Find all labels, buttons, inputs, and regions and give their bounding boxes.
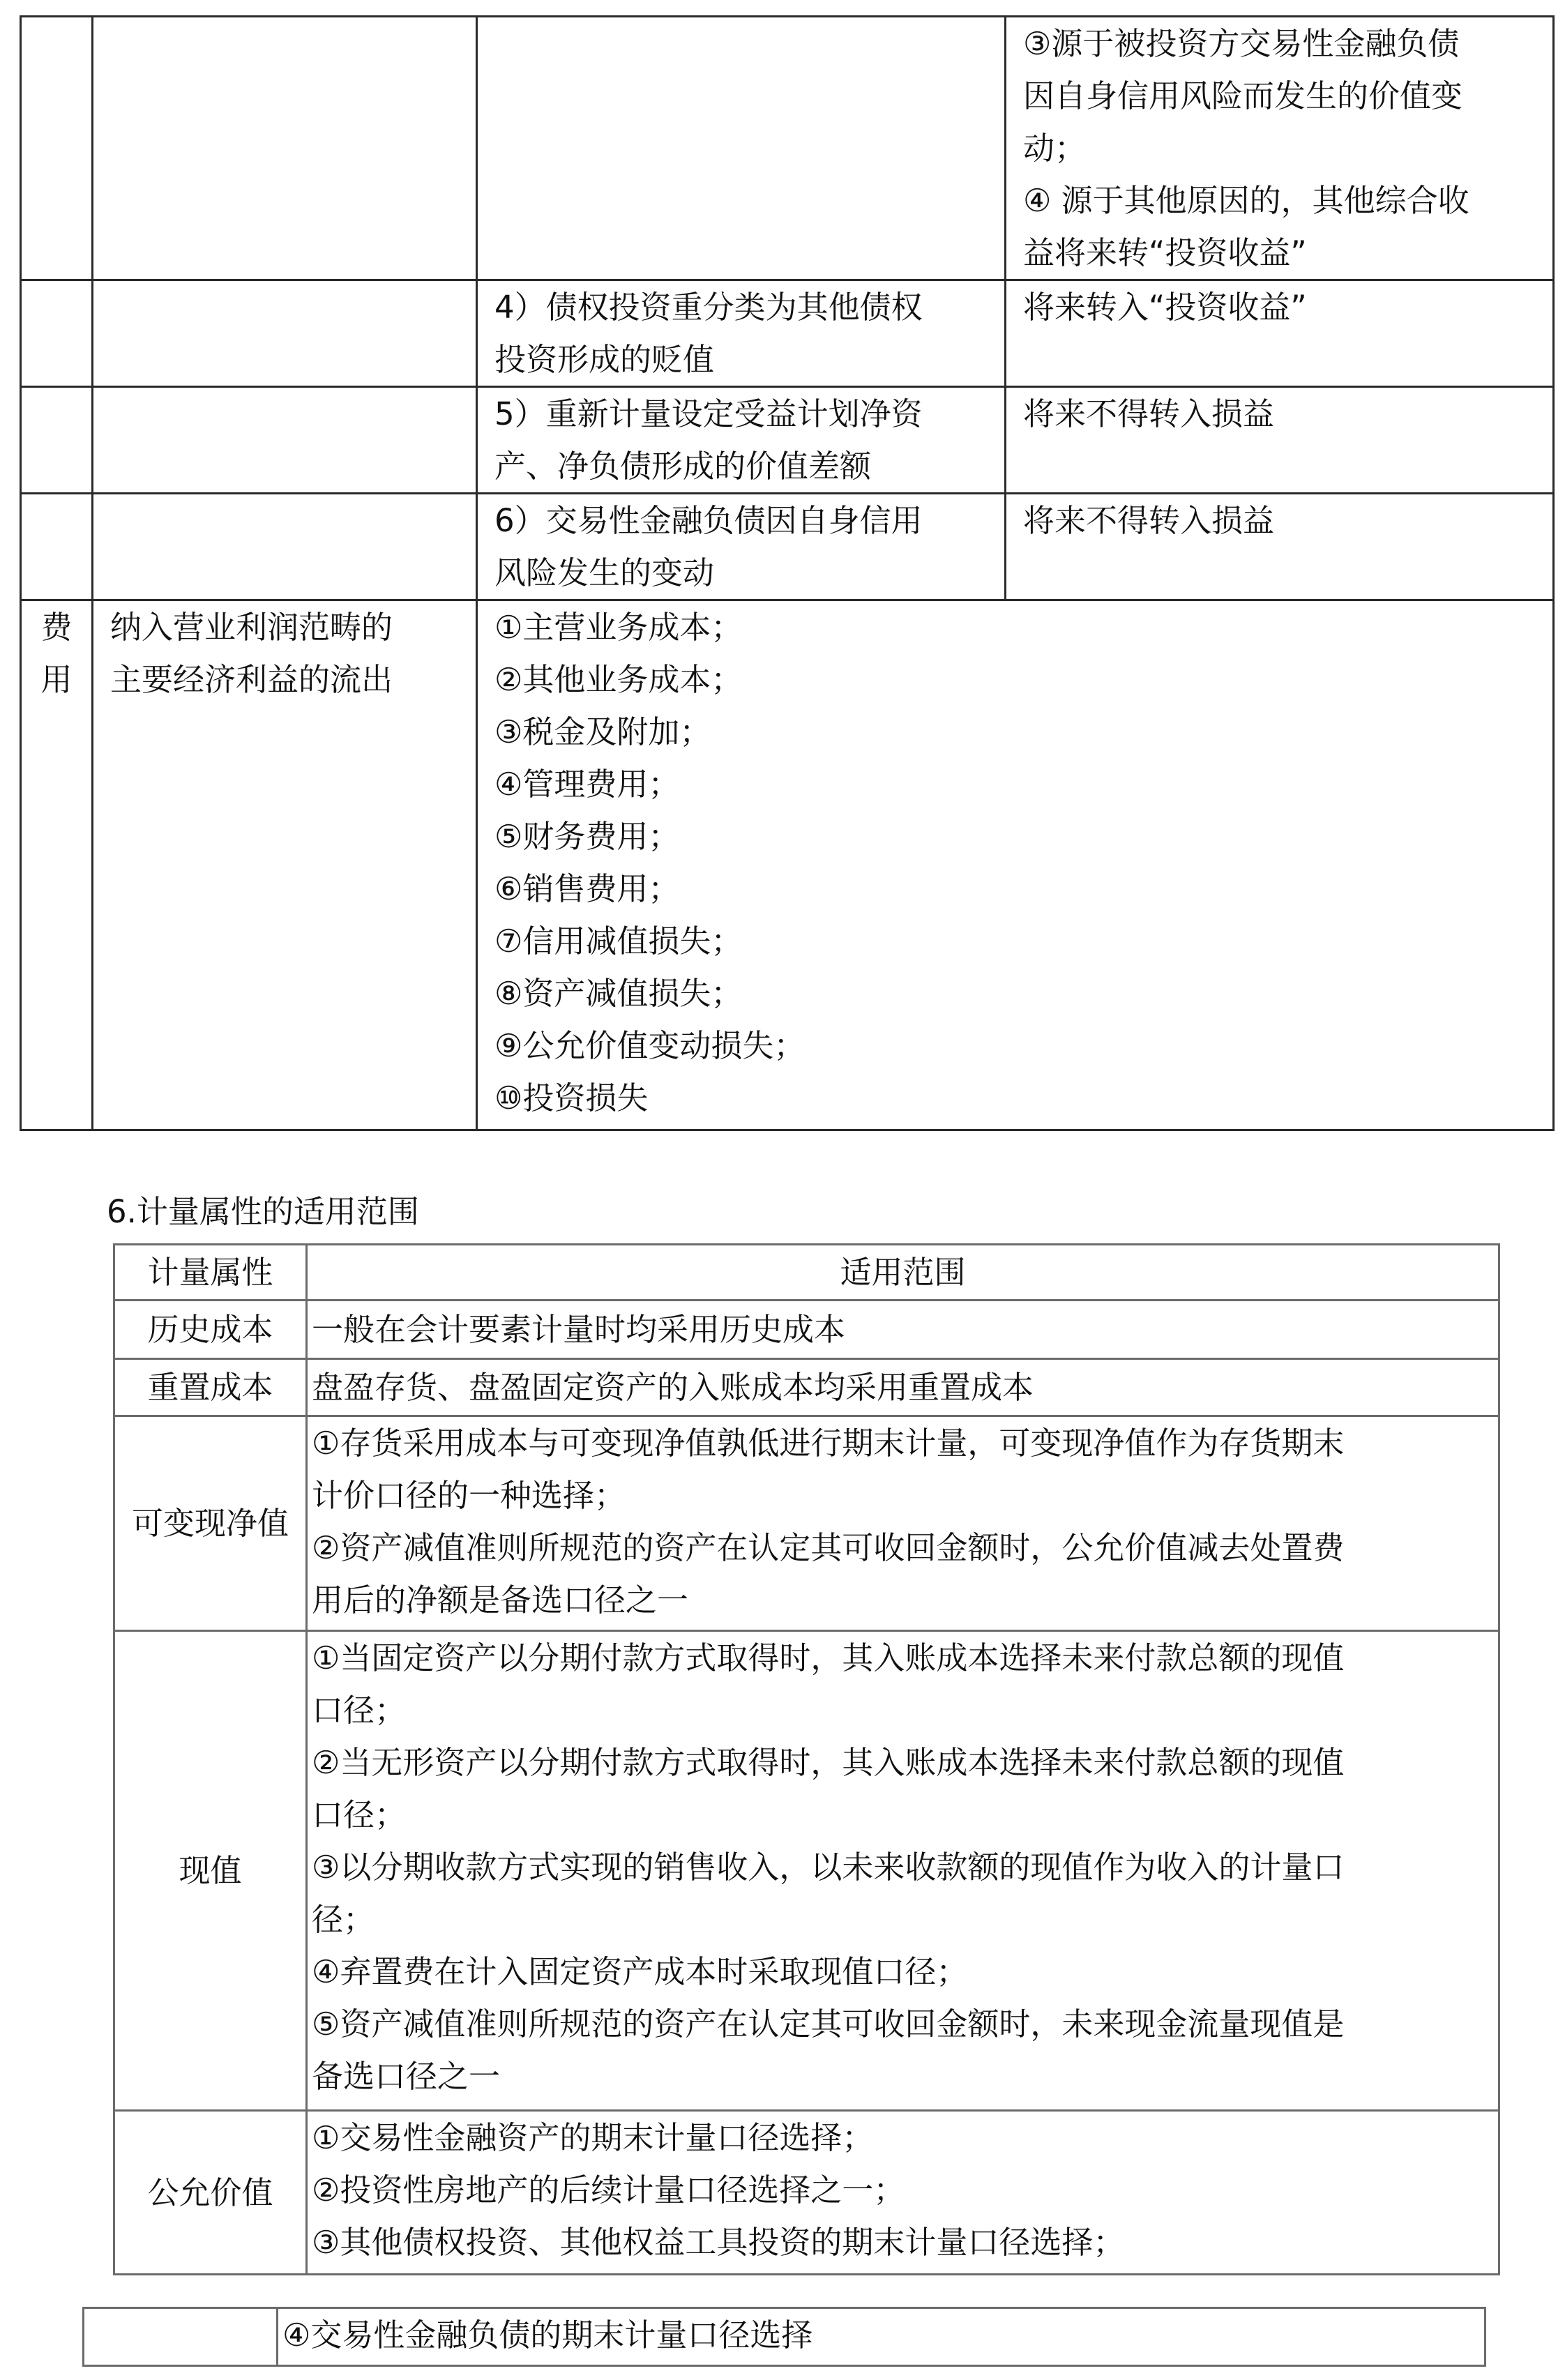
- list-item: ⑩投资损失: [494, 1079, 649, 1116]
- column-header: 适用范围: [307, 1245, 1499, 1301]
- table-header-row: [114, 1245, 1499, 1301]
- list-item: ③税金及附加；: [494, 713, 711, 750]
- section-heading: 6.计量属性的适用范围: [107, 1193, 419, 1230]
- cell-text: 益将来转“投资收益”: [1023, 234, 1307, 271]
- table-cell: [21, 17, 93, 280]
- cell-text: ④弃置费在计入固定资产成本时采取现值口径；: [312, 1953, 968, 1990]
- table-cell: [1006, 17, 1554, 280]
- scope-cell: [307, 1631, 1499, 2111]
- measurement-attributes-table: [113, 1243, 1500, 2275]
- table-row: [84, 2308, 1485, 2366]
- list-item: ⑥销售费用；: [494, 870, 680, 907]
- list-item: ⑤财务费用；: [494, 818, 680, 855]
- cell-text: 因自身信用风险而发生的价值变: [1023, 77, 1463, 114]
- expense-items-cell: [477, 600, 1554, 1130]
- expense-label: 费: [40, 609, 73, 646]
- expense-label-cell: [21, 600, 93, 1130]
- cell-text: 一般在会计要素计量时均采用历史成本: [312, 1311, 846, 1348]
- cell-text: 风险发生的变动: [494, 554, 715, 591]
- cell-text: ③以分期收款方式实现的销售收入，以未来收款额的现值作为收入的计量口: [312, 1849, 1345, 1886]
- attribute-cell: 现值: [114, 1631, 307, 2111]
- table-cell: [1006, 280, 1554, 387]
- table-cell: [21, 387, 93, 494]
- cell-text: ⑤资产减值准则所规范的资产在认定其可收回金额时，未来现金流量现值是: [312, 2006, 1345, 2042]
- table-cell: [93, 387, 477, 494]
- table-cell: [477, 494, 1006, 600]
- cell-text: 主要经济利益的流出: [110, 661, 393, 698]
- list-item: ②其他业务成本；: [494, 661, 743, 698]
- cell-text: 4）债权投资重分类为其他债权: [494, 289, 923, 326]
- table-cell: [21, 494, 93, 600]
- cell-text: ③源于被投资方交易性金融负债: [1023, 25, 1460, 62]
- cell-text: 6）交易性金融负债因自身信用: [494, 502, 923, 539]
- cell-text: 将来不得转入损益: [1023, 395, 1275, 432]
- table-cell: [477, 280, 1006, 387]
- table-row: [21, 494, 1554, 600]
- table-cell: [477, 387, 1006, 494]
- table-row: [21, 387, 1554, 494]
- cell-text: ①交易性金融资产的期末计量口径选择；: [312, 2119, 874, 2156]
- attribute-cell: 重置成本: [114, 1359, 307, 1416]
- table-row: [21, 280, 1554, 387]
- scope-cell: [307, 2111, 1499, 2275]
- cell-text: ③其他债权投资、其他权益工具投资的期末计量口径选择；: [312, 2224, 1125, 2261]
- cell-text: 投资形成的贬值: [494, 341, 715, 378]
- table-row: [21, 17, 1554, 280]
- table-cell: [477, 17, 1006, 280]
- column-header: 计量属性: [114, 1245, 307, 1301]
- accounting-elements-table: [20, 15, 1555, 1131]
- list-item: ⑧资产减值损失；: [494, 975, 743, 1012]
- cell-text: 5）重新计量设定受益计划净资: [494, 395, 923, 432]
- attribute-cell: [84, 2308, 278, 2366]
- cell-text: ①存货采用成本与可变现净值孰低进行期末计量，可变现净值作为存货期末: [312, 1425, 1345, 1462]
- table-cell: [1006, 387, 1554, 494]
- cell-text: ④交易性金融负债的期末计量口径选择: [282, 2317, 813, 2354]
- cell-text: 产、净负债形成的价值差额: [494, 448, 872, 485]
- table-row: [114, 2111, 1499, 2275]
- list-item: ⑦信用减值损失；: [494, 923, 743, 960]
- scope-cell: [307, 1359, 1499, 1416]
- attribute-cell: 可变现净值: [114, 1416, 307, 1631]
- table-cell: [1006, 494, 1554, 600]
- scope-cell: [307, 1416, 1499, 1631]
- table-cell: [21, 280, 93, 387]
- table-row: [114, 1301, 1499, 1359]
- cell-text: ②资产减值准则所规范的资产在认定其可收回金额时，公允价值减去处置费: [312, 1529, 1345, 1566]
- table-row: [114, 1359, 1499, 1416]
- cell-text: ②投资性房地产的后续计量口径选择之一；: [312, 2171, 905, 2208]
- attribute-cell: 公允价值: [114, 2111, 307, 2275]
- cell-text: 计价口径的一种选择；: [312, 1477, 626, 1514]
- list-item: ①主营业务成本；: [494, 609, 743, 646]
- expense-label: 用: [40, 661, 73, 698]
- table-row: [114, 1416, 1499, 1631]
- attribute-cell: 历史成本: [114, 1301, 307, 1359]
- cell-text: ②当无形资产以分期付款方式取得时，其入账成本选择未来付款总额的现值: [312, 1744, 1345, 1781]
- cell-text: 用后的净额是备选口径之一: [312, 1582, 689, 1619]
- cell-text: 口径；: [312, 1692, 407, 1729]
- table-cell: [93, 17, 477, 280]
- table-cell: [93, 280, 477, 387]
- cell-text: ④ 源于其他原因的，其他综合收: [1023, 182, 1469, 219]
- cell-text: 纳入营业利润范畴的: [110, 609, 393, 646]
- table-row: [114, 1631, 1499, 2111]
- list-item: ④管理费用；: [494, 766, 680, 803]
- table-cell: [93, 494, 477, 600]
- expense-definition-cell: [93, 600, 477, 1130]
- scope-cell: [278, 2308, 1485, 2366]
- cell-text: 口径；: [312, 1796, 407, 1833]
- continuation-table: [82, 2307, 1486, 2367]
- cell-text: 将来转入“投资收益”: [1023, 289, 1307, 326]
- expense-row: [21, 600, 1554, 1130]
- cell-text: ①当固定资产以分期付款方式取得时，其入账成本选择未来付款总额的现值: [312, 1639, 1345, 1676]
- cell-text: 动；: [1023, 130, 1087, 167]
- cell-text: 径；: [312, 1901, 375, 1938]
- scope-cell: [307, 1301, 1499, 1359]
- cell-text: 盘盈存货、盘盈固定资产的入账成本均采用重置成本: [312, 1369, 1034, 1406]
- cell-text: 备选口径之一: [312, 2058, 501, 2095]
- cell-text: 将来不得转入损益: [1023, 502, 1275, 539]
- list-item: ⑨公允价值变动损失；: [494, 1027, 806, 1064]
